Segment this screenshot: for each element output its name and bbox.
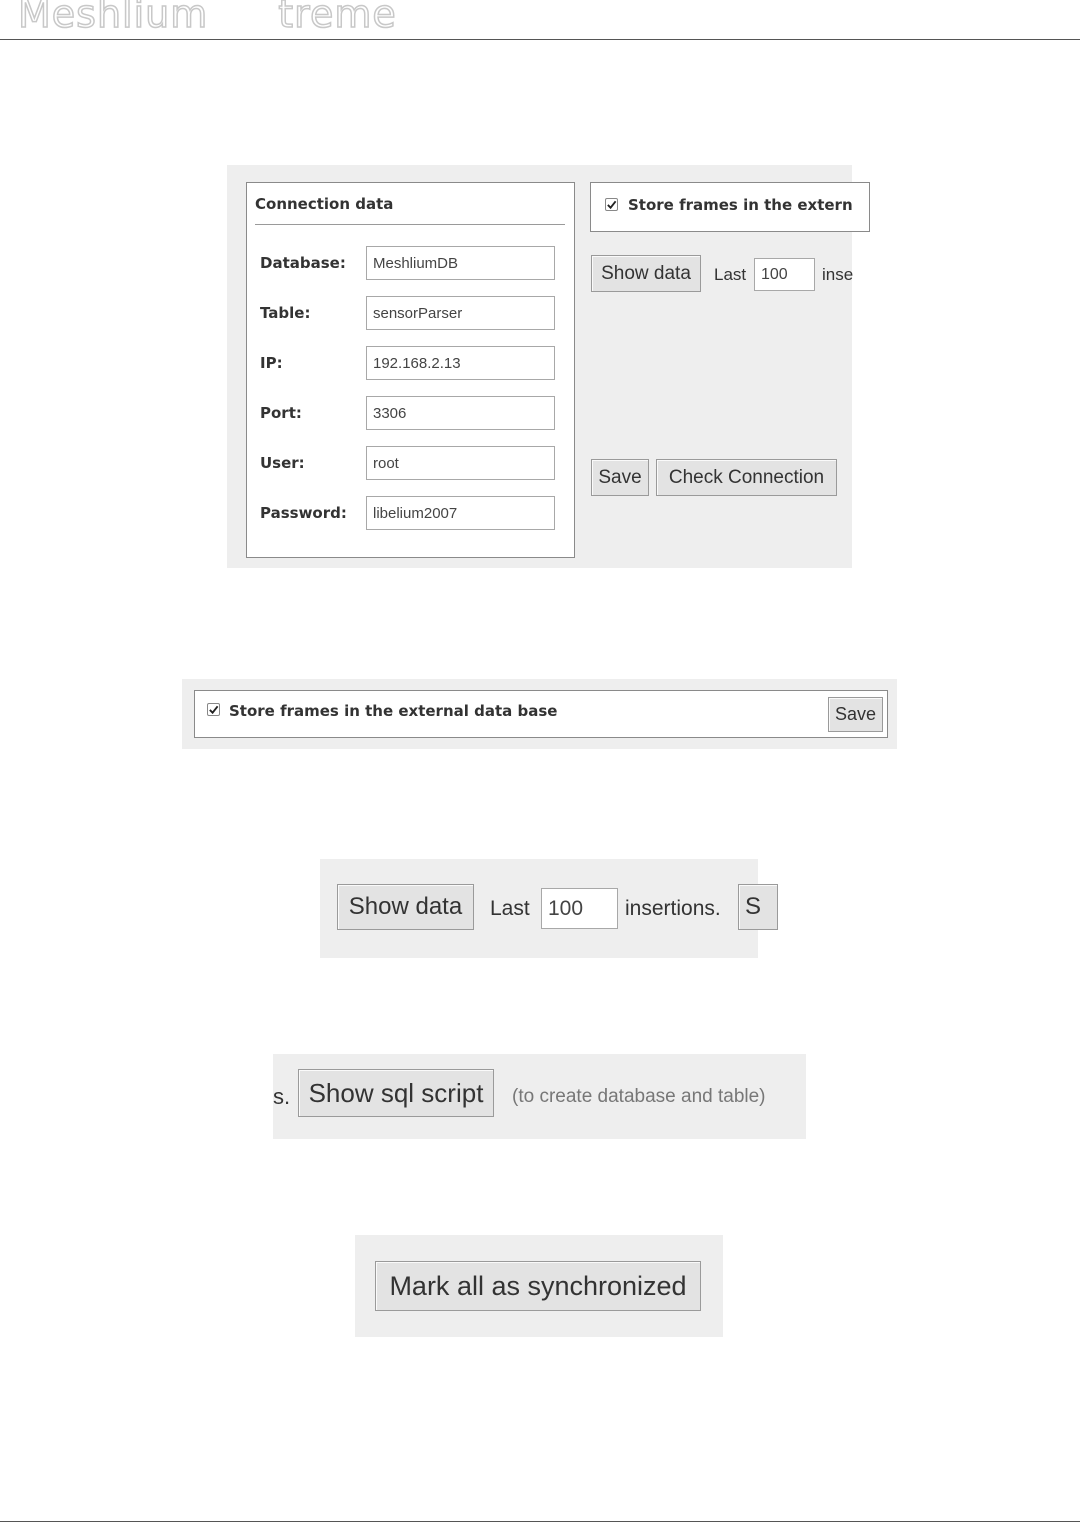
connection-data-fieldset: [246, 182, 575, 558]
show-data-button[interactable]: Show data: [337, 884, 474, 930]
save-button[interactable]: Save: [591, 459, 649, 496]
table-label: Table:: [260, 304, 311, 322]
store-frames-label: Store frames in the extern: [628, 196, 853, 214]
port-input[interactable]: [366, 396, 555, 430]
sql-script-hint: (to create database and table): [512, 1086, 766, 1107]
insertions-label-partial: s.: [273, 1084, 291, 1109]
store-frames-box: [590, 182, 870, 232]
footer-rule: [0, 1521, 1080, 1522]
connection-data-legend: Connection data: [255, 195, 394, 213]
password-input[interactable]: [366, 496, 555, 530]
legend-rule: [255, 224, 565, 225]
user-label: User:: [260, 454, 305, 472]
check-connection-button[interactable]: Check Connection: [656, 459, 837, 496]
ip-label: IP:: [260, 354, 283, 372]
port-label: Port:: [260, 404, 302, 422]
checkmark-icon: [606, 199, 617, 210]
show-sql-script-screenshot: [273, 1054, 806, 1139]
store-frames-label: Store frames in the external data base: [229, 702, 558, 720]
header-rule: [0, 39, 1080, 40]
mark-all-synchronized-button[interactable]: Mark all as synchronized: [375, 1261, 701, 1311]
store-frames-checkbox[interactable]: [605, 198, 618, 211]
database-input[interactable]: [366, 246, 555, 280]
checkmark-icon: [208, 704, 219, 715]
show-data-screenshot: [320, 859, 762, 958]
header-title-part1: Meshlium: [18, 0, 209, 36]
mark-synchronized-screenshot: [355, 1235, 723, 1337]
header-title-part2: treme: [278, 0, 397, 36]
last-count-input[interactable]: [541, 888, 618, 929]
password-label: Password:: [260, 504, 347, 522]
show-data-button[interactable]: Show data: [591, 255, 701, 292]
table-input[interactable]: [366, 296, 555, 330]
document-header-title: [18, 0, 397, 36]
insertions-label: insertions.: [625, 897, 721, 920]
show-sql-script-button[interactable]: Show sql script: [298, 1069, 494, 1117]
store-frames-bar: [194, 690, 888, 738]
external-db-settings-screenshot: [227, 165, 852, 568]
user-input[interactable]: [366, 446, 555, 480]
show-sql-script-button-partial[interactable]: S: [738, 884, 778, 930]
store-frames-screenshot: [182, 679, 897, 749]
last-label: Last: [714, 265, 747, 284]
last-count-input[interactable]: [754, 258, 815, 291]
ip-input[interactable]: [366, 346, 555, 380]
database-label: Database:: [260, 254, 346, 272]
last-label: Last: [490, 897, 530, 920]
store-frames-checkbox[interactable]: [207, 703, 220, 716]
save-button[interactable]: Save: [828, 697, 883, 732]
insertions-label: inse: [822, 265, 854, 284]
